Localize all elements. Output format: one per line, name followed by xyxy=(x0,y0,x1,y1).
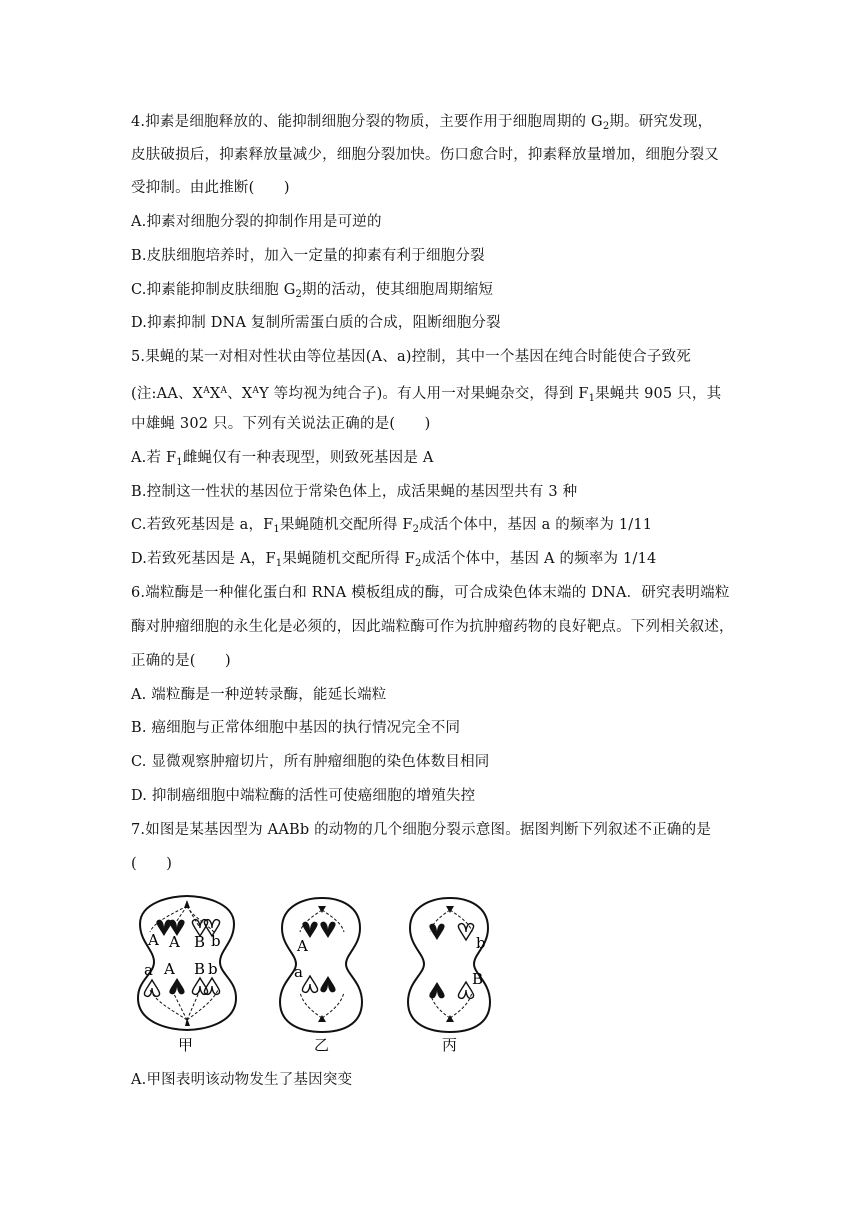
cell-jia xyxy=(138,896,236,1054)
q4-stem-line1: 4.抑素是细胞释放的、能抑制细胞分裂的物质，主要作用于细胞周期的 $G_2$期。研究发现， xyxy=(131,114,713,132)
cell1-label-7: b xyxy=(208,960,218,978)
q5-stem-line1: 5.果蝇的某一对相对性状由等位基因(A、a)控制，其中一个基因在纯合时能使合子致死 xyxy=(131,349,691,365)
cell1-label-4: a xyxy=(144,961,153,979)
q6-stem-line2: 酶对肿瘤细胞的永生化是必须的，因此端粒酶可作为抗肿瘤药物的良好靶点。下列相关叙述， xyxy=(131,619,734,635)
q5-option-d: D.若致死基因是 A，$F_1$果蝇随机交配所得 $F_2$成活个体中，基因 A 的频率为 1/14 xyxy=(131,551,657,569)
q5-stem-line2: (注:AA、$X^AX^A$、$X^AY$ 等均视为纯合子)。有人用一对果蝇杂交，得到 $F_1$果蝇共 905 只，其 xyxy=(131,386,722,404)
q6-stem-line3: 正确的是( ) xyxy=(131,653,231,669)
cell1-label-0: A xyxy=(148,931,159,949)
cell1-label-1: A xyxy=(169,933,180,951)
q5-stem-line3: 中雄蝇 302 只。下列有关说法正确的是( ) xyxy=(131,416,431,432)
cell3-label-1: B xyxy=(472,970,484,988)
q4-option-c: C.抑素能抑制皮肤细胞 $G_2$期的活动，使其细胞周期缩短 xyxy=(131,282,494,300)
cell1-label-5: A xyxy=(164,960,175,978)
q7-option-a: A.甲图表明该动物发生了基因突变 xyxy=(131,1072,353,1088)
cell2-label-1: a xyxy=(294,963,303,981)
cell1-label-2: B xyxy=(194,933,206,951)
q4-stem-line2: 皮肤破损后，抑素释放量减少，细胞分裂加快。伤口愈合时，抑素释放量增加，细胞分裂又 xyxy=(131,147,719,163)
cell3-label-0: b xyxy=(476,934,486,952)
cell2-label-0: A xyxy=(297,937,308,955)
q5-option-b: B.控制这一性状的基因位于常染色体上，成活果蝇的基因型共有 3 种 xyxy=(131,484,578,500)
q5-option-c: C.若致死基因是 a，$F_1$果蝇随机交配所得 $F_2$成活个体中，基因 a 的频率为 1/11 xyxy=(131,517,653,535)
q4-option-a: A.抑素对细胞分裂的抑制作用是可逆的 xyxy=(131,214,382,230)
cell1-label-3: b xyxy=(211,932,221,950)
cell3-caption: 丙 xyxy=(442,1036,458,1054)
q6-option-c: C. 显微观察肿瘤切片，所有肿瘤细胞的染色体数目相同 xyxy=(131,754,490,770)
q6-option-d: D. 抑制癌细胞中端粒酶的活性可使癌细胞的增殖失控 xyxy=(131,788,476,804)
cell2-caption: 乙 xyxy=(314,1036,330,1054)
q4-stem-line3: 受抑制。由此推断( ) xyxy=(131,180,290,196)
q4-option-b: B.皮肤细胞培养时，加入一定量的抑素有利于细胞分裂 xyxy=(131,248,485,264)
q4-option-d: D.抑素抑制 DNA 复制所需蛋白质的合成，阻断细胞分裂 xyxy=(131,315,501,331)
q6-option-b: B. 癌细胞与正常体细胞中基因的执行情况完全不同 xyxy=(131,720,461,736)
cell1-caption: 甲 xyxy=(178,1036,194,1054)
q6-stem-line1: 6.端粒酶是一种催化蛋白和 RNA 模板组成的酶，可合成染色体末端的 DNA．研究表明端粒 xyxy=(131,585,730,601)
cell-division-svg xyxy=(132,892,512,1052)
cell1-label-6: B xyxy=(194,960,206,978)
q5-option-a: A.若 $F_1$雌蝇仅有一种表现型，则致死基因是 A xyxy=(131,450,434,468)
cell-bing xyxy=(408,898,490,1054)
cell-division-figure xyxy=(132,892,512,1052)
q7-stem-line2: ( ) xyxy=(131,856,173,872)
q6-option-a: A. 端粒酶是一种逆转录酶，能延长端粒 xyxy=(131,687,387,703)
cell-yi xyxy=(280,898,362,1054)
q7-stem-line1: 7.如图是某基因型为 AABb 的动物的几个细胞分裂示意图。据图判断下列叙述不正确的是 xyxy=(131,822,712,838)
